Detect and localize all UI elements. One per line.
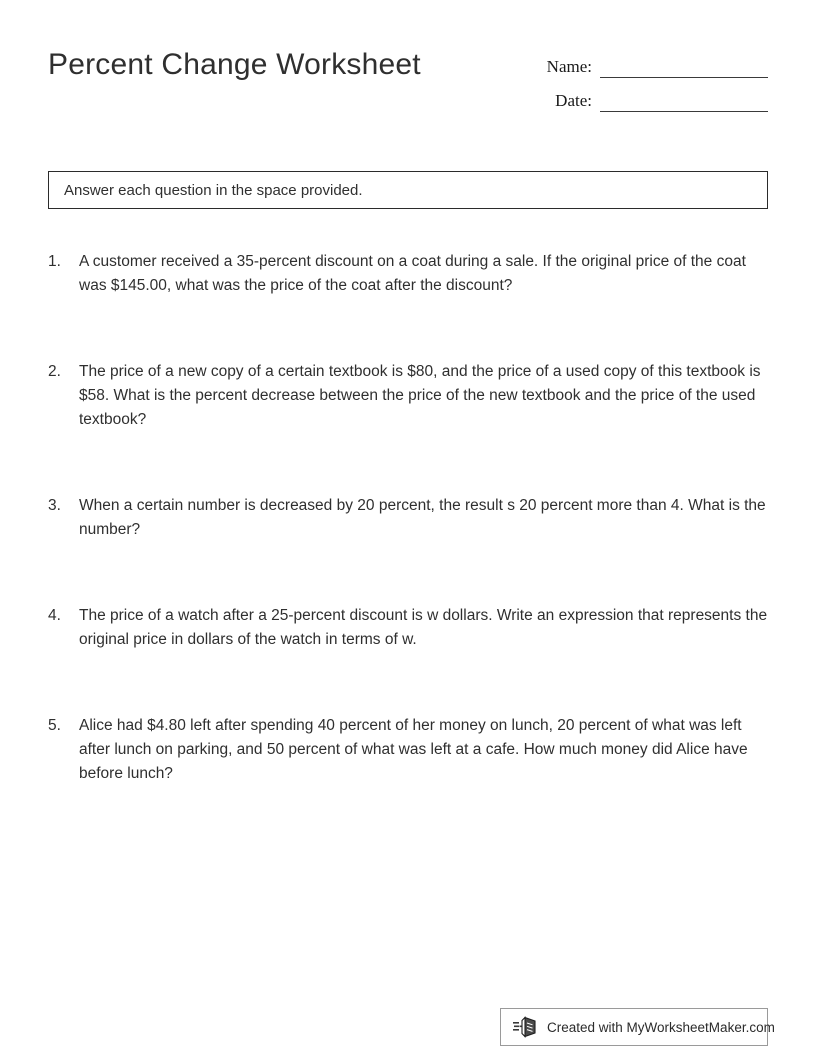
question-number: 2. [48,363,61,380]
date-label: Date: [555,91,592,110]
question-item [48,360,772,432]
date-row [516,78,768,112]
name-date-block [516,44,768,112]
question-number: 4. [48,607,61,624]
question-text: The price of a watch after a 25-percent discount is w dollars. Write an expression that represents the original price in dollars of the watch in terms of w. [79,607,768,648]
question-text: Alice had $4.80 left after spending 40 percent of her money on lunch, 20 percent of what was left after lunch on parking, and 50 percent of what was left at a cafe. How much money did Alice have before lunch? [79,717,748,782]
instruction-text: Answer each question in the space provided. [64,181,363,199]
footer-text: Created with MyWorksheetMaker.com [547,1019,775,1035]
date-input[interactable] [600,89,768,112]
question-item [48,604,772,652]
question-text: When a certain number is decreased by 20 percent, the result s 20 percent more than 4. What is the number? [79,497,766,538]
question-number: 5. [48,717,61,734]
name-row [516,44,768,78]
question-text: A customer received a 35-percent discount on a coat during a sale. If the original price of the coat was $145.00, what was the price of the coat after the discount? [79,253,746,294]
name-input[interactable] [600,55,768,78]
footer-badge[interactable] [500,1008,775,1046]
name-label: Name: [546,57,592,76]
instruction-box [48,171,768,209]
question-list [48,250,772,848]
worksheet-header [48,44,768,124]
question-item [48,494,772,542]
question-number: 1. [48,253,61,270]
question-item [48,250,772,298]
question-item [48,714,772,786]
myworksheetmaker-logo-icon [513,1016,541,1038]
question-number: 3. [48,497,61,514]
question-text: The price of a new copy of a certain textbook is $80, and the price of a used copy of this textbook is $58. What is the percent decrease between the price of the new textbook and the price of the used textbook? [79,363,761,428]
page-title: Percent Change Worksheet [48,48,421,81]
